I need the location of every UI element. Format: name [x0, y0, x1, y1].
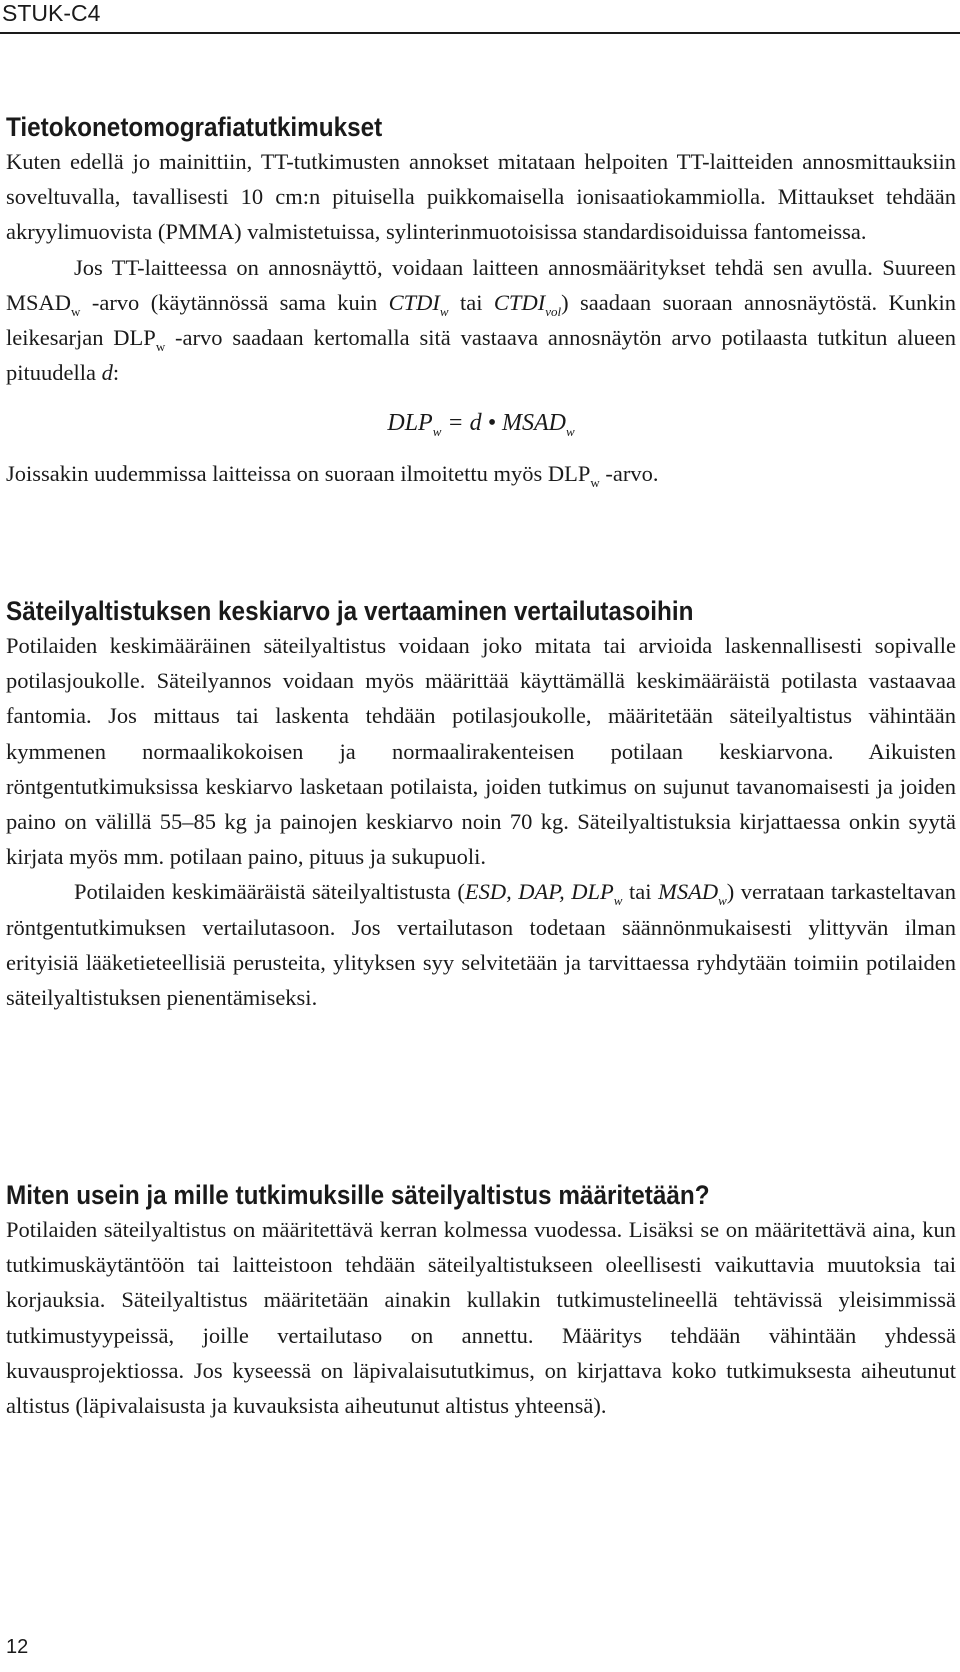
page-number: 12 [6, 1636, 29, 1658]
paragraph-frequency: Potilaiden säteilyaltistus on määritettävä kerran kolmessa vuodessa. Lisäksi se on määritettävä aina, kun tutkimuskäytäntöön tai laitteistoon tehdään säteilyaltistukseen oleellisesti vaikuttavia muutoksia tai korjauksia. Säteilyaltistus määritetään ainakin kullakin tutkimustelineellä tehtävissä yleisimmissä tutkimustyypeissä, joille vertailutaso on annettu. Määritys tehdään vähintään yhdessä kuvausprojektiossa. Jos kyseessä on läpivalaisututkimus, on kirjattava koko tutkimuksesta aiheutunut altistus (läpivalaisusta ja kuvauksista aiheutunut altistus yhteensä). [6, 1217, 956, 1419]
paragraph-ct-dlp-note: Joissakin uudemmissa laitteissa on suoraan ilmoitettu myös $DLP_w$ -arvo. [6, 461, 659, 491]
heading-average-exposure: Säteilyaltistuksen keskiarvo ja vertaaminen vertailutasoihin [6, 596, 694, 626]
header-rule [0, 32, 960, 34]
section-frequency [6, 1178, 956, 1423]
paragraph-average-exposure: Potilaiden keskimääräinen säteilyaltistus voidaan joko mitata tai arvioida laskennallisesti sopivalle potilasjoukolle. Säteilyannos voidaan myös määrittää käyttämällä keskimääräistä potilasta vastaavaa fantomia. Jos mittaus tai laskenta tehdään potilasjoukolle, määritetään säteilyaltistus vähintään kymmenen normaalikokoisen ja normaalirakenteisen potilaan keskiarvona. Aikuisten röntgentutkimuksissa keskiarvo lasketaan potilaista, joiden tutkimus on sujunut tavanomaisesti ja joiden paino on välillä 55–85 kg ja painojen keskiarvo noin 70 kg. Säteilyaltistuksia kirjattaessa onkin syytä kirjata myös mm. potilaan paino, pituus ja sukupuoli. [6, 633, 956, 870]
section-average-exposure [6, 594, 956, 1015]
running-header: STUK-C4 [2, 0, 101, 26]
heading-ct: Tietokonetomografiatutkimukset [6, 112, 383, 142]
section-ct [6, 110, 956, 492]
paragraph-ct-dose-display: Jos TT-laitteessa on annosnäyttö, voidaan laitteen annosmääritykset tehdä sen avulla. Suureen $MSAD_w$ -arvo (käytännössä sama kuin $CTDI_w$ tai $CTDI_{vol}$) saadaan suoraan annosnäytöstä. Kunkin leikesarjan $DLP_w$ -arvo saadaan kertomalla sitä vastaava annosnäytön arvo potilaasta tutkitun alueen pituudella d: [6, 254, 956, 386]
heading-frequency: Miten usein ja mille tutkimuksille säteilyaltistus määritetään? [6, 1180, 710, 1210]
paragraph-reference-levels: Potilaiden keskimääräistä säteilyaltistusta (ESD, DAP, $DLP_w$ tai $MSAD_w$) verrataan tarkasteltavan röntgentutkimuksen vertailutasoon. Jos vertailutason todetaan säännönmukaisesti ylittyvän ilman erityisiä lääketieteellisiä perusteita, ylityksen syy selvitetään ja tarvittaessa ryhdytään toimiin potilaiden säteilyaltistuksen pienentämiseksi. [6, 879, 956, 1011]
formula-dlp: $DLP_w = d$ • $MSAD_w$ [387, 410, 575, 440]
paragraph-ct-measurement: Kuten edellä jo mainittiin, TT-tutkimusten annokset mitataan helpoiten TT-laitteiden annosmittauksiin soveltuvalla, tavallisesti 10 cm:n pituisella puikkomaisella ionisaatiokammiolla. Mittaukset tehdään akryylimuovista (PMMA) valmistetuissa, sylinterinmuotoisissa standardisoiduissa fantomeissa. [6, 149, 956, 245]
